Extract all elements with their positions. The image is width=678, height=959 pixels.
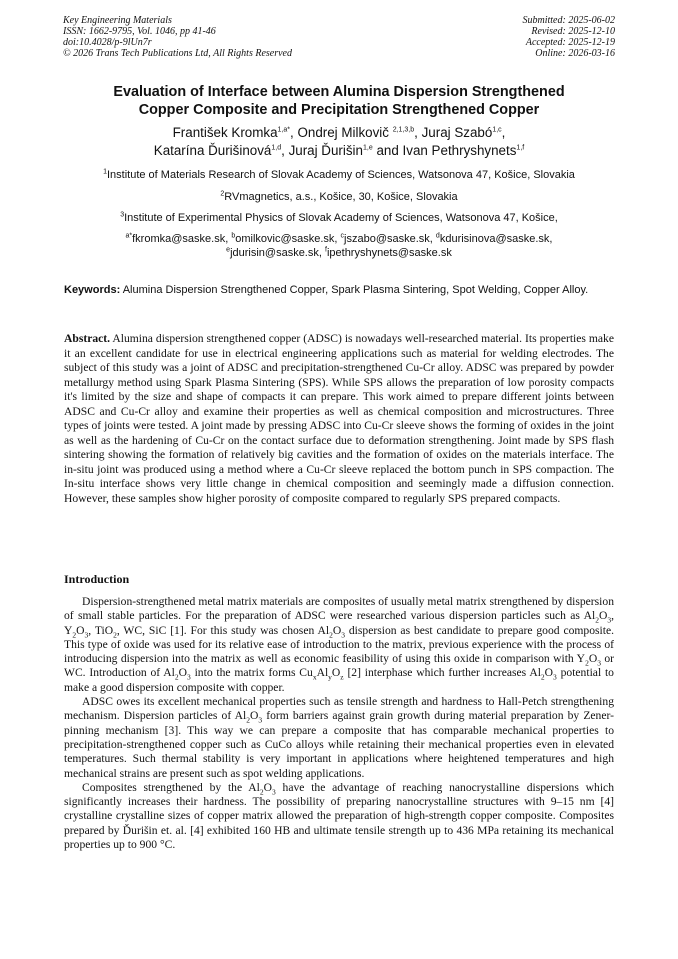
journal-header [63, 15, 615, 59]
paragraph-3: Composites strengthened by the $Al_2O_3$ have the advantage of reaching nanocrystalline dispersions which significantly increases their hardness. The possibility of preparing nanocrystalline structures with 9–15 nm [4] crystalline crystalline sizes of copper matrix allowed the preparation of high-strength copper composite. Composites prepared by Ďurišin et. al. [4] exhibited 160 HB and ultimate tensile strength up to 436 MPa retaining its mechanical properties up to 900 °C. [64, 780, 614, 852]
email-link[interactable]: kdurisinova@saske.sk, [439, 233, 553, 245]
author-sup: 2,1,3,b [392, 126, 415, 134]
keywords-label: Keywords: [64, 284, 121, 296]
email-link[interactable]: jszabo@saske.sk, [344, 233, 433, 245]
affiliation-sup: 1 [103, 168, 107, 176]
email-sup: f [325, 246, 327, 254]
author-list: František Kromka$^{1,a*}$, Ondrej Milkovič $^{2,1,3,b}$, Juraj Szabó$^{1,c}$, Katarína Ďurišinová$^{1,d}$, Juraj Ďurišin$^{1,e}$ and Ivan Pethryshynets$^{1,f}$ [153, 125, 525, 158]
affiliation-text: Institute of Materials Research of Slovak Academy of Sciences, Watsonova 47, Košice, Slovakia [106, 169, 575, 181]
author-name: Juraj Szabó [421, 125, 493, 140]
author-sup: 1,f [516, 144, 525, 152]
paper-title [40, 83, 638, 119]
online-date: Online: 2026-03-16 [535, 48, 615, 59]
journal-name: Key Engineering Materials [63, 15, 172, 26]
email-sup: a* [125, 232, 133, 240]
affiliation-2 [30, 190, 648, 204]
email-link[interactable]: ipethryshynets@saske.sk [326, 247, 452, 259]
affiliation-sup: 3 [120, 211, 125, 219]
author-name: Ivan Pethryshynets [402, 143, 517, 158]
author-sup: 1,a* [277, 126, 290, 134]
email-link[interactable]: jdurisin@saske.sk, [230, 247, 322, 259]
keywords-text: Alumina Dispersion Strengthened Copper, Spark Plasma Sintering, Spot Welding, Copper Alloy. [122, 284, 589, 296]
author-name: Katarína Ďurišinová [153, 143, 272, 158]
email-sup: d [435, 232, 440, 240]
email-list [60, 232, 618, 260]
title-line-1: Evaluation of Interface between Alumina Dispersion Strengthened [113, 84, 565, 100]
keywords [64, 283, 614, 297]
dates [523, 15, 616, 59]
author-name: František Kromka [172, 125, 278, 140]
accepted-date: Accepted: 2025-12-19 [525, 37, 615, 48]
affiliation-text: RVmagnetics, a.s., Košice, 30, Košice, Slovakia [224, 191, 458, 203]
author-name: Ondrej Milkovič [297, 125, 389, 140]
title-line-2: Copper Composite and Precipitation Strengthened Copper [138, 102, 540, 118]
author-name: Juraj Ďurišin [288, 143, 363, 158]
paragraph-1: Dispersion-strengthened metal matrix materials are composites of usually metal matrix strengthened by dispersion of small stable particles. For the preparation of ADSC were researched various dispersion particles such as $Al_2O_3$, $Y_2O_3$, TiO$_2$, WC, SiC [1]. For this study was chosen $Al_2O_3$ dispersion as best candidate to prepare good composite. This type of oxide was used for its relative ease of introduction to the matrix, previous experience with the process of introducing dispersion into the matrix as well as economic feasibility of using this oxide in comparison with $Y_2O_3$ or WC. Introduction of $Al_2O_3$ into the matrix forms $Cu_xAl_yO_z$ [2] interphase which further increases $Al_2O_3$ potential to make a good dispersion composite with copper. [64, 595, 615, 694]
journal-info [63, 15, 292, 59]
abstract [64, 332, 614, 506]
author-sup: 1,d [271, 144, 282, 152]
submitted-date: Submitted: 2025-06-02 [522, 15, 615, 26]
issn: ISSN: 1662-9795, Vol. 1046, pp 41-46 [63, 26, 216, 37]
doi: doi:10.4028/p-9lUn7r [63, 37, 152, 48]
email-sup: b [231, 232, 236, 240]
email-sup: e [226, 246, 231, 254]
revised-date: Revised: 2025-12-10 [531, 26, 615, 37]
affiliation-3 [30, 211, 648, 225]
email-sup: c [340, 232, 345, 240]
copyright: © 2026 Trans Tech Publications Ltd, All Rights Reserved [63, 48, 292, 59]
affiliation-text: Institute of Experimental Physics of Slovak Academy of Sciences, Watsonova 47, Košice, [124, 212, 558, 224]
paragraph-2: ADSC owes its excellent mechanical properties such as tensile strength and hardness to Hall-Petch strengthening mechanism. Dispersion particles of $Al_2O_3$ form barriers against grain growth during material preparation by Zener-pinning mechanism [3]. This way we can prepare a composite that has comparable mechanical properties to precipitation-strengthened copper such as CuCo alloys while retaining their mechanical properties even in elevated temperatures. Such thermal stability is very important in applications where heightened temperatures and high mechanical strains are present such as spot welding applications. [64, 695, 614, 780]
email-link[interactable]: fkromka@saske.sk, [132, 233, 229, 245]
introduction-body [64, 595, 614, 852]
author-sup: 1,e [362, 144, 373, 152]
affiliation-sup: 2 [220, 190, 225, 198]
affiliation-1 [30, 168, 648, 182]
abstract-label: Abstract. [64, 332, 111, 345]
email-link[interactable]: omilkovic@saske.sk, [235, 233, 338, 245]
and-word: and [376, 143, 399, 158]
abstract-text: Alumina dispersion strengthened copper (ADSC) is nowadays well-researched material. Its properties make it an excellent candidate for use in electrical engineering applications such as material for welding electrodes. The subject of this study was a joint of ADSC and precipitation-strengthened Cu-Cr alloy. ADSC was prepared by powder metallurgy method using Spark Plasma Sintering (SPS). While SPS allows the preparation of low porosity compacts it's limited by the size and shape of compacts it can prepare. This work aimed to prepare different joints between ADSC and Cu-Cr alloy and examine their properties as well as chemical composition and microstructures. Three types of joints were tested. A joint made by pressing ADSC into Cu-Cr sleeve shows the forming of oxides in the joint as well as the hardening of Cu-Cr on the contact surface due to deformation strengthening. Joint made by SPS flash sintering showing the formation of relatively big cavities and the formation of oxides on the materials interface. The in-situ joint was produced using a method where a Cu-Cr sleeve replaced the bottom punch in SPS compaction. The In-situ interface shows very little change in chemical composition and seemingly made a diffusion connection. However, these samples show higher porosity of composite compared to regularly SPS prepared compacts. [64, 332, 614, 505]
author-sup: 1,c [492, 126, 502, 134]
section-heading-introduction: Introduction [64, 572, 130, 586]
